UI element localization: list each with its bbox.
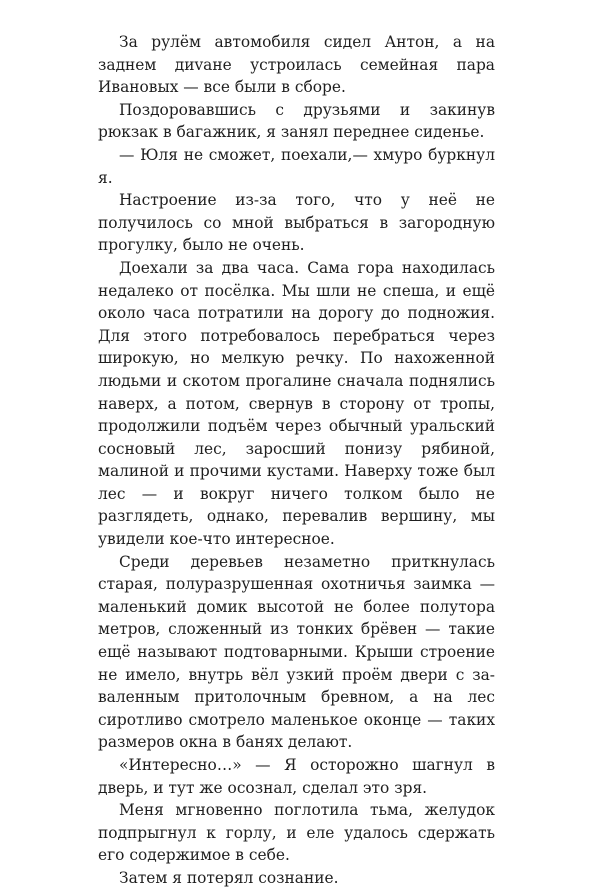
paragraph: — Юля не сможет, поехали,— хмуро буркнул я. xyxy=(98,145,495,187)
paragraph: Среди деревьев незаметно приткнулась старая, полуразрушенная охотничья заимка — маленький домик высотой не более полутора метров, сложенный из тонких брёвен — такие ещё называют подтоварными. Крыши строение не имело, внутрь вёл узкий проём двери с заваленным притолочным бревном, а на лес сиротливо смотрело маленькое оконце — таких размеров окна в банях делают. xyxy=(98,552,495,752)
paragraph: Настроение из-за того, что у неё не получилось со мной выбраться в загородную прогулку, было не очень. xyxy=(98,191,495,255)
paragraph: За рулём автомобиля сидел Антон, а на заднем диvане устроилась семейная пара Ивановых — все были в сборе. xyxy=(98,33,495,97)
paragraph: «Интересно…» — Я осторожно шагнул в дверь, и тут же осознал, сделал это зря. xyxy=(98,756,495,797)
paragraph: Доехали за два часа. Сама гора находилась недалеко от посёлка. Мы шли не спеша, и ещё около часа потратили на дорогу до подножия. Для этого потребовалось перебраться через широкую, но мелкую речку. По нахоженной людьми и скотом прогалине сначала поднялись наверх, а потом, свернув в сторону от тропы, продолжили подъём через обычный уральский сосновый лес, заросший понизу рябиной, малиной и прочими кустами. Наверху тоже был лес — и вокруг ничего толком было не разглядеть, однако, перевалив вершину, мы увидели кое-что интересное. xyxy=(98,258,495,549)
paragraph: Затем я потерял сознание. xyxy=(119,868,339,887)
paragraph: Поздоровавшись с друзьями и закинув рюкзак в багажник, я занял переднее сиденье. xyxy=(98,100,495,142)
page-text xyxy=(98,31,495,890)
paragraph: Меня мгновенно поглотила тьма, желудок подпрыгнул к горлу, и еле удалось сдержать его содержимое в себе. xyxy=(98,801,495,865)
